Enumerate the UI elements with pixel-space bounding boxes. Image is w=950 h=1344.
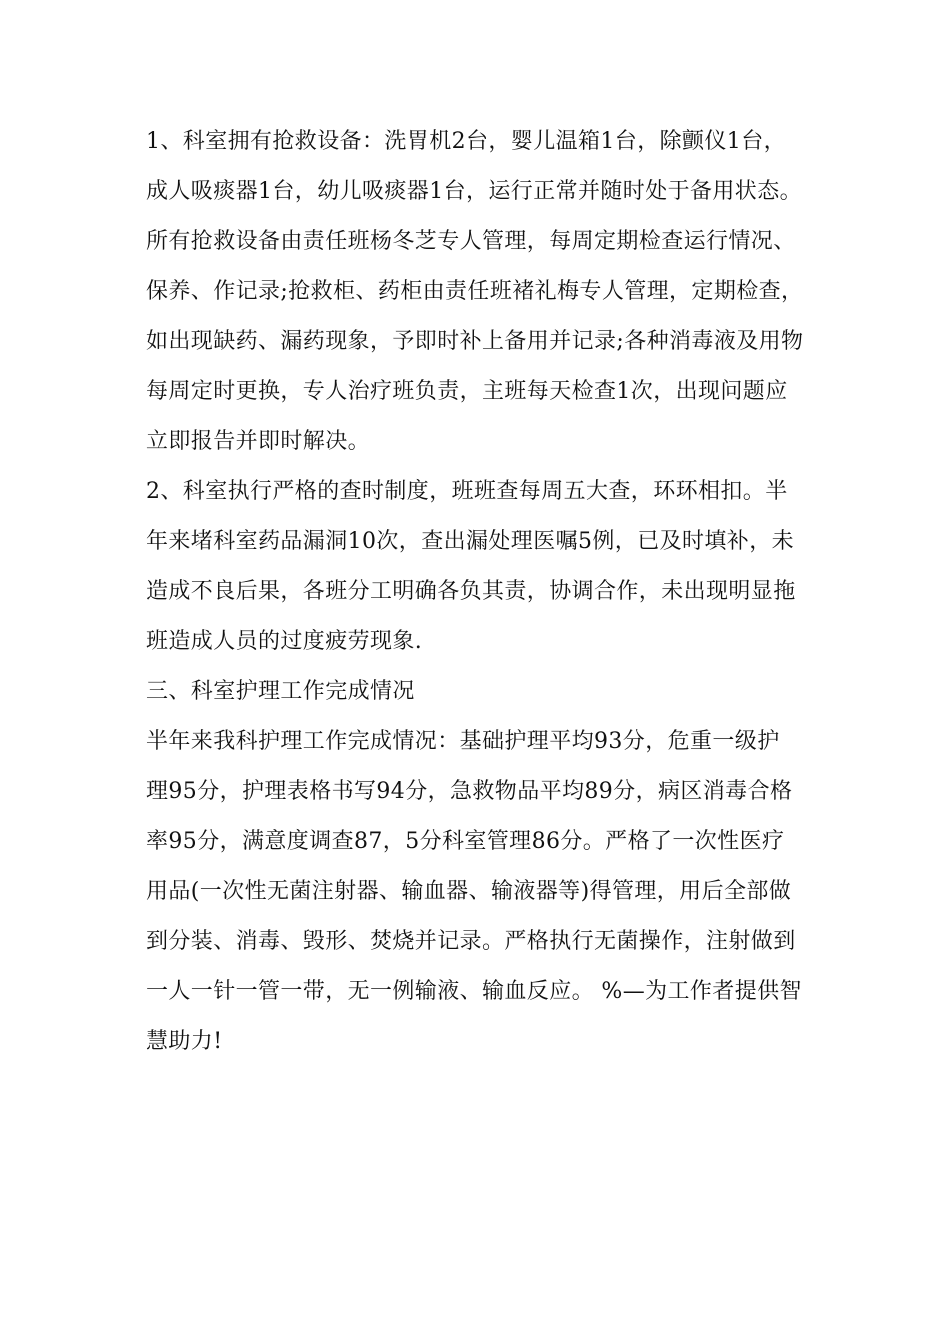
text-line: 到分装、消毒、毁形、焚烧并记录。严格执行无菌操作，注射做到 xyxy=(146,929,796,954)
text-line: 立即报告并即时解决。 xyxy=(146,429,371,454)
text-line: 如出现缺药、漏药现象，予即时补上备用并记录;各种消毒液及用物 xyxy=(146,329,804,354)
text-line: 年来堵科室药品漏洞10次，查出漏处理医嘱5例，已及时填补，未 xyxy=(146,529,794,554)
text-line: 理95分，护理表格书写94分，急救物品平均89分，病区消毒合格 xyxy=(146,779,793,804)
text-line: 率95分，满意度调查87，5分科室管理86分。严格了一次性医疗 xyxy=(146,829,785,854)
text-line: 1、科室拥有抢救设备：洗胃机2台，婴儿温箱1台，除颤仪1台， xyxy=(146,129,786,154)
text-line: 2、科室执行严格的查时制度，班班查每周五大查，环环相扣。半 xyxy=(146,479,788,504)
text-line: 保养、作记录;抢救柜、药柜由责任班褚礼梅专人管理，定期检查， xyxy=(146,279,804,304)
text-line: 造成不良后果，各班分工明确各负其责，协调合作，未出现明显拖 xyxy=(146,579,796,604)
text-line: 班造成人员的过度疲劳现象. xyxy=(146,629,423,654)
text-line: 一人一针一管一带，无一例输液、输血反应。 %—为工作者提供智 xyxy=(146,979,802,1004)
text-line: 成人吸痰器1台，幼儿吸痰器1台，运行正常并随时处于备用状态。 xyxy=(146,179,802,204)
text-line: 半年来我科护理工作完成情况：基础护理平均93分，危重一级护 xyxy=(146,729,780,754)
text-line: 每周定时更换，专人治疗班负责，主班每天检查1次，出现问题应 xyxy=(146,379,788,404)
text-line: 所有抢救设备由责任班杨冬芝专人管理，每周定期检查运行情况、 xyxy=(146,229,796,254)
text-line: 用品(一次性无菌注射器、输血器、输液器等)得管理，用后全部做 xyxy=(146,879,792,904)
text-line: 慧助力! xyxy=(146,1029,223,1054)
section-heading: 三、科室护理工作完成情况 xyxy=(146,679,415,704)
